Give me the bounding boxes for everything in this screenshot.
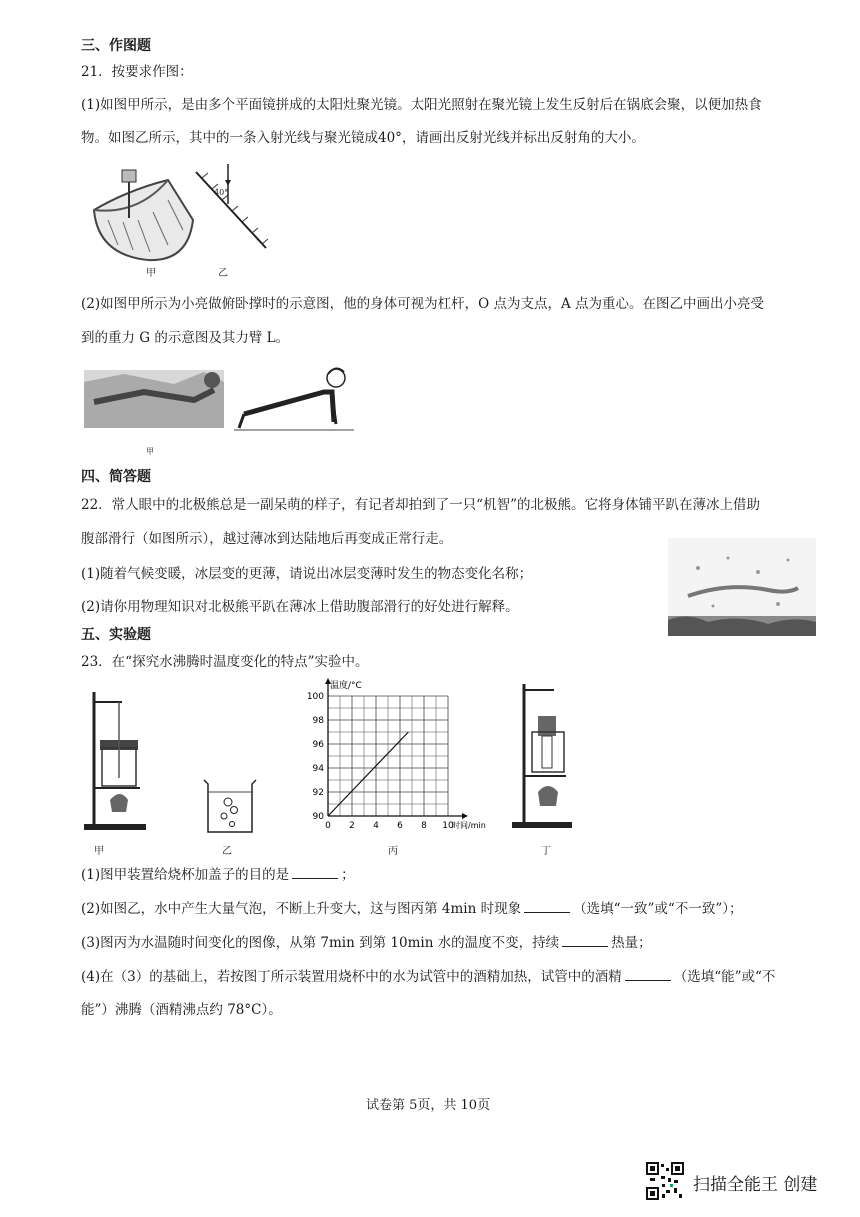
y-axis-label: 温度/°C (330, 681, 362, 691)
q21-part1-line2: 物。如图乙所示，其中的一条入射光线与聚光镜成40°，请画出反射光线并标出反射角的大小。 (81, 130, 645, 146)
q23-sub4-line2: 能”）沸腾（酒精沸点约 78°C）。 (81, 1002, 282, 1018)
q23-sub4-text: (4)在（3）的基础上，若按图丁所示装置用烧杯中的水为试管中的酒精加热，试管中的酒精 (81, 969, 622, 985)
q21-part1-line1: (1)如图甲所示，是由多个平面镜拼成的太阳灶聚光镜。太阳光照射在聚光镜上发生反射后在锅底会聚，以便加热食 (81, 97, 762, 113)
page-number: 试卷第 5页，共 10页 (366, 1098, 491, 1113)
y-tick-label: 94 (312, 764, 324, 774)
q23-sub4-end: （选填“能”或“不 (673, 969, 776, 985)
y-tick-label: 90 (312, 812, 324, 822)
answer-blank-2[interactable] (524, 898, 570, 913)
fig1-caption-yi: 乙 (218, 268, 228, 279)
q21-part2-line2: 到的重力 G 的示意图及其力臂 L。 (81, 330, 290, 346)
q23-stem: 23．在“探究水沸腾时温度变化的特点”实验中。 (81, 654, 369, 670)
q23-sub2-end: （选填“一致”或“不一致”）； (573, 901, 743, 917)
x-tick-label: 4 (373, 821, 379, 831)
apparatus-ding (508, 680, 580, 830)
polar-bear-photo (668, 538, 816, 636)
q23-sub3 (81, 932, 652, 953)
x-axis-arrow (462, 813, 468, 819)
fig-caption-bing: 丙 (388, 846, 398, 857)
answer-blank-3[interactable] (562, 932, 608, 947)
section-heading-4: 四、简答题 (81, 469, 151, 485)
q23-sub2 (81, 898, 742, 919)
q23-sub2-text: (2)如图乙，水中产生大量气泡，不断上升变大，这与图丙第 4min 时现象 (81, 901, 522, 917)
q22-sub2: (2)请你用物理知识对北极熊平趴在薄冰上借助腹部滑行的好处进行解释。 (81, 599, 519, 615)
x-tick-label: 10 (442, 821, 454, 831)
q23-sub3-end: 热量； (611, 935, 652, 951)
section-heading-5: 五、实验题 (81, 627, 151, 643)
q23-sub3-text: (3)图丙为水温随时间变化的图像，从第 7min 到第 10min 水的温度不变，持续 (81, 935, 560, 951)
q22-line2: 腹部滑行（如图所示），越过薄冰到达陆地后再变成正常行走。 (81, 531, 453, 547)
fig-caption-jia: 甲 (94, 846, 104, 857)
q23-sub1-text: (1)图甲装置给烧杯加盖子的目的是 (81, 867, 290, 883)
q22-line1: 22．常人眼中的北极熊总是一副呆萌的样子，有记者却拍到了一只“机智”的北极熊。它将身体铺平趴在薄冰上借助 (81, 497, 760, 513)
answer-blank-4[interactable] (625, 966, 671, 981)
y-tick-label: 100 (306, 692, 324, 702)
y-tick-label: 98 (312, 716, 324, 726)
fig-caption-yi: 乙 (222, 846, 232, 857)
angle-label: 40° (214, 188, 229, 197)
x-tick-label: 0 (325, 821, 331, 831)
q23-sub1-end: ； (341, 867, 355, 883)
x-tick-label: 8 (421, 821, 427, 831)
scanner-brand-text: 扫描全能王 创建 (693, 1175, 818, 1195)
fig1-caption-jia: 甲 (146, 268, 156, 279)
fig-caption-ding: 丁 (541, 846, 551, 857)
y-tick-label: 96 (312, 740, 324, 750)
pushup-figure (84, 362, 354, 442)
temperature-chart (296, 676, 506, 836)
beaker-yi (200, 778, 260, 836)
solar-cooker-figure (88, 160, 288, 280)
fig2-caption-jia: 甲 (146, 447, 154, 456)
q21-part2-line1: (2)如图甲所示为小亮做俯卧撑时的示意图，他的身体可视为杠杆，O 点为支点，A 点为重心。在图乙中画出小亮受 (81, 296, 765, 312)
x-tick-label: 2 (349, 821, 355, 831)
y-tick-label: 92 (312, 788, 324, 798)
apparatus-jia (82, 688, 152, 833)
qr-code-icon (646, 1162, 684, 1200)
x-tick-label: 6 (397, 821, 403, 831)
q22-sub1: (1)随着气候变暖，冰层变的更薄，请说出冰层变薄时发生的物态变化名称； (81, 566, 533, 582)
x-axis-label: 时间/min (452, 821, 486, 830)
answer-blank-1[interactable] (292, 864, 338, 879)
q23-sub1 (81, 864, 355, 885)
section-heading-3: 三、作图题 (81, 38, 151, 54)
q21-stem: 21．按要求作图： (81, 64, 193, 80)
q23-sub4 (81, 966, 775, 987)
